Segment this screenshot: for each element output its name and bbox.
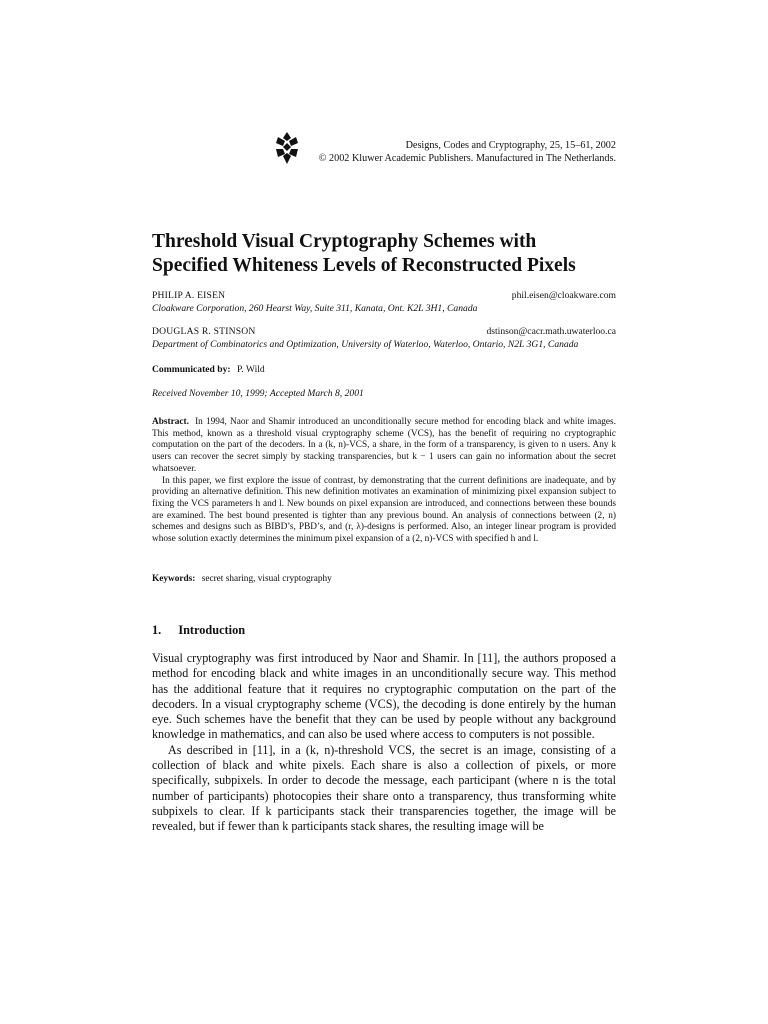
author-email: dstinson@cacr.math.uwaterloo.ca <box>486 326 616 337</box>
publisher-logo-icon <box>274 132 300 164</box>
abstract-label: Abstract. <box>152 417 189 427</box>
intro-paragraph-2: As described in [11], in a (k, n)-threshold VCS, the secret is an image, consisting of a collection of black and white pixels. Each share is also a collection of pixels, or more specifically, subpixels. In order to decode the message, each participant (where n is the total number of participants) photocopies their share onto a transparency, thus transforming white subpixels to clear. If k participants stack their transparencies together, the image will be revealed, but if fewer than k participants stack shares, the resulting image will be <box>152 742 616 834</box>
section-title: Introduction <box>178 623 246 637</box>
abstract-paragraph-2: In this paper, we first explore the issue of contrast, by demonstrating that the current definitions are inadequate, and by providing an alternative definition. This new definition motivates an examination of minimizing pixel expansion subject to fixing the VCS parameters h and l. New bounds on pixel expansion are introduced, and connections between these bounds are examined. The best bound presented is tighter than any previous bound. An analysis of connections between (2, n) schemes and designs such as BIBD’s, PBD’s, and (r, λ)-designs is performed. Also, an integer linear program is provided whose solution exactly determines the minimum pixel expansion of a (2, n)-VCS with specified h and l. <box>152 475 616 545</box>
copyright-notice: © 2002 Kluwer Academic Publishers. Manufactured in The Netherlands. <box>318 153 616 164</box>
abstract-paragraph-1 <box>152 417 616 476</box>
author-affiliation: Department of Combinatorics and Optimization, University of Waterloo, Waterloo, Ontario, N2L 3G1, Canada <box>152 339 579 350</box>
author-email: phil.eisen@cloakware.com <box>511 290 616 301</box>
communicated-by <box>152 364 265 375</box>
abstract <box>152 417 616 546</box>
keywords-value: secret sharing, visual cryptography <box>201 574 332 584</box>
received-dates: Received November 10, 1999; Accepted March 8, 2001 <box>152 388 364 399</box>
keywords <box>152 574 332 584</box>
section-heading <box>152 623 245 638</box>
paper-title <box>152 230 622 278</box>
paper-title-line-2: Specified Whiteness Levels of Reconstructed Pixels <box>152 255 576 276</box>
journal-citation: Designs, Codes and Cryptography, 25, 15–61, 2002 <box>405 140 616 151</box>
author-block-2 <box>152 326 616 352</box>
author-affiliation: Cloakware Corporation, 260 Hearst Way, Suite 311, Kanata, Ont. K2L 3H1, Canada <box>152 303 478 314</box>
introduction-body <box>152 651 616 835</box>
author-name: DOUGLAS R. STINSON <box>152 326 256 337</box>
communicated-label: Communicated by: <box>152 364 231 375</box>
author-name: PHILIP A. EISEN <box>152 290 226 301</box>
section-number: 1. <box>152 623 162 637</box>
journal-header <box>319 139 616 165</box>
paper-title-line-1: Threshold Visual Cryptography Schemes with <box>152 231 537 252</box>
communicated-value: P. Wild <box>237 364 265 375</box>
author-block-1 <box>152 290 616 316</box>
abstract-text: In 1994, Naor and Shamir introduced an unconditionally secure method for encoding black and white images. This method, known as a threshold visual cryptography scheme (VCS), has the benefit of requiring no cryptographic computation on the part of the decoders. In a (k, n)-VCS, a share, in the form of a transparency, is given to n users. Any k users can recover the secret simply by stacking transparencies, but k − 1 users can gain no information about the secret whatsoever. <box>152 417 616 474</box>
keywords-label: Keywords: <box>152 574 196 584</box>
intro-paragraph-1: Visual cryptography was first introduced by Naor and Shamir. In [11], the authors proposed a method for encoding black and white images in an unconditionally secure way. This method has the additional feature that it requires no cryptographic computation on the part of the decoders. In a visual cryptography scheme (VCS), the decoding is done entirely by the human eye. Such schemes have the benefit that they can be used by people without any background knowledge in mathematics, and can also be used where access to computers is not possible. <box>152 651 616 742</box>
